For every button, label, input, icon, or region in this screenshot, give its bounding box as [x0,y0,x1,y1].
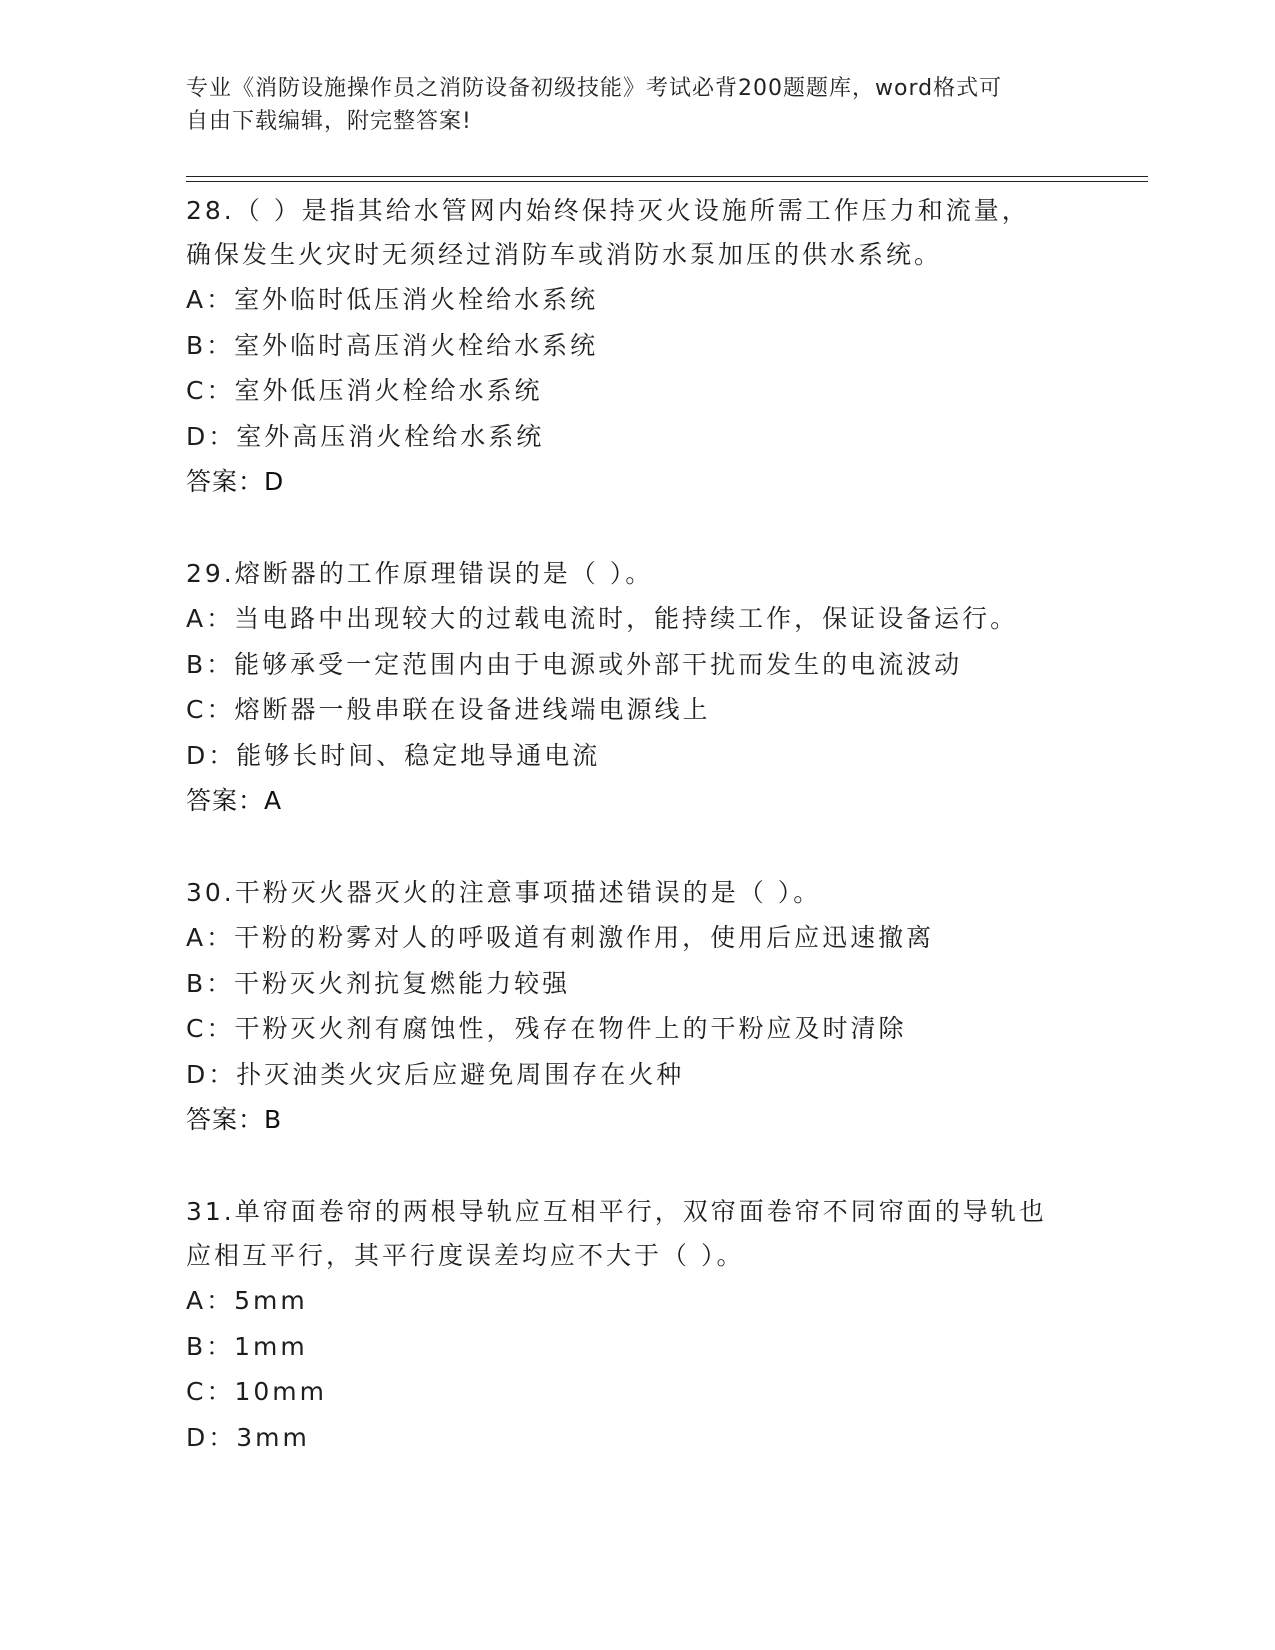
answer: 答案：B [186,1105,283,1134]
option-b: B：1mm [186,1331,308,1361]
header-divider-bottom [186,181,1148,182]
question-28 [186,189,1106,504]
question-stem: 31.单帘面卷帘的两根导轨应互相平行，双帘面卷帘不同帘面的导轨也 [186,1197,1047,1226]
option-d: D：扑灭油类火灾后应避免周围存在火种 [186,1059,685,1089]
answer: 答案：A [186,786,283,815]
option-d: D：3mm [186,1422,310,1452]
option-b: B：能够承受一定范围内由于电源或外部干扰而发生的电流波动 [186,649,963,679]
answer: 答案：D [186,467,285,496]
document-header [186,72,1086,138]
question-stem: 28.（ ）是指其给水管网内始终保持灭火设施所需工作压力和流量， [186,196,1030,225]
question-stem: 应相互平行，其平行度误差均应不大于（ ）。 [186,1241,745,1270]
option-a: A：5mm [186,1286,308,1315]
header-line-1: 专业《消防设施操作员之消防设备初级技能》考试必背200题题库，word格式可 [186,76,1003,101]
option-b: B：干粉灭火剂抗复燃能力较强 [186,968,571,998]
question-stem: 30.干粉灭火器灭火的注意事项描述错误的是（ ）。 [186,878,822,907]
question-stem: 29.熔断器的工作原理错误的是（ ）。 [186,559,654,588]
question-30 [186,871,1106,1142]
question-31 [186,1190,1106,1460]
option-b: B：室外临时高压消火栓给水系统 [186,330,599,360]
option-a: A：室外临时低压消火栓给水系统 [186,285,599,314]
header-divider-top [186,176,1148,177]
option-a: A：当电路中出现较大的过载电流时，能持续工作，保证设备运行。 [186,604,1019,633]
question-stem: 确保发生火灾时无须经过消防车或消防水泵加压的供水系统。 [186,240,943,269]
option-c: C：干粉灭火剂有腐蚀性，残存在物件上的干粉应及时清除 [186,1014,907,1043]
option-c: C：室外低压消火栓给水系统 [186,376,543,405]
header-line-2: 自由下载编辑，附完整答案! [186,109,472,134]
option-a: A：干粉的粉雾对人的呼吸道有刺激作用，使用后应迅速撤离 [186,923,935,952]
option-d: D：能够长时间、稳定地导通电流 [186,740,601,770]
option-c: C：熔断器一般串联在设备进线端电源线上 [186,695,711,724]
option-d: D：室外高压消火栓给水系统 [186,421,545,451]
option-c: C：10mm [186,1377,327,1406]
question-29 [186,552,1106,823]
